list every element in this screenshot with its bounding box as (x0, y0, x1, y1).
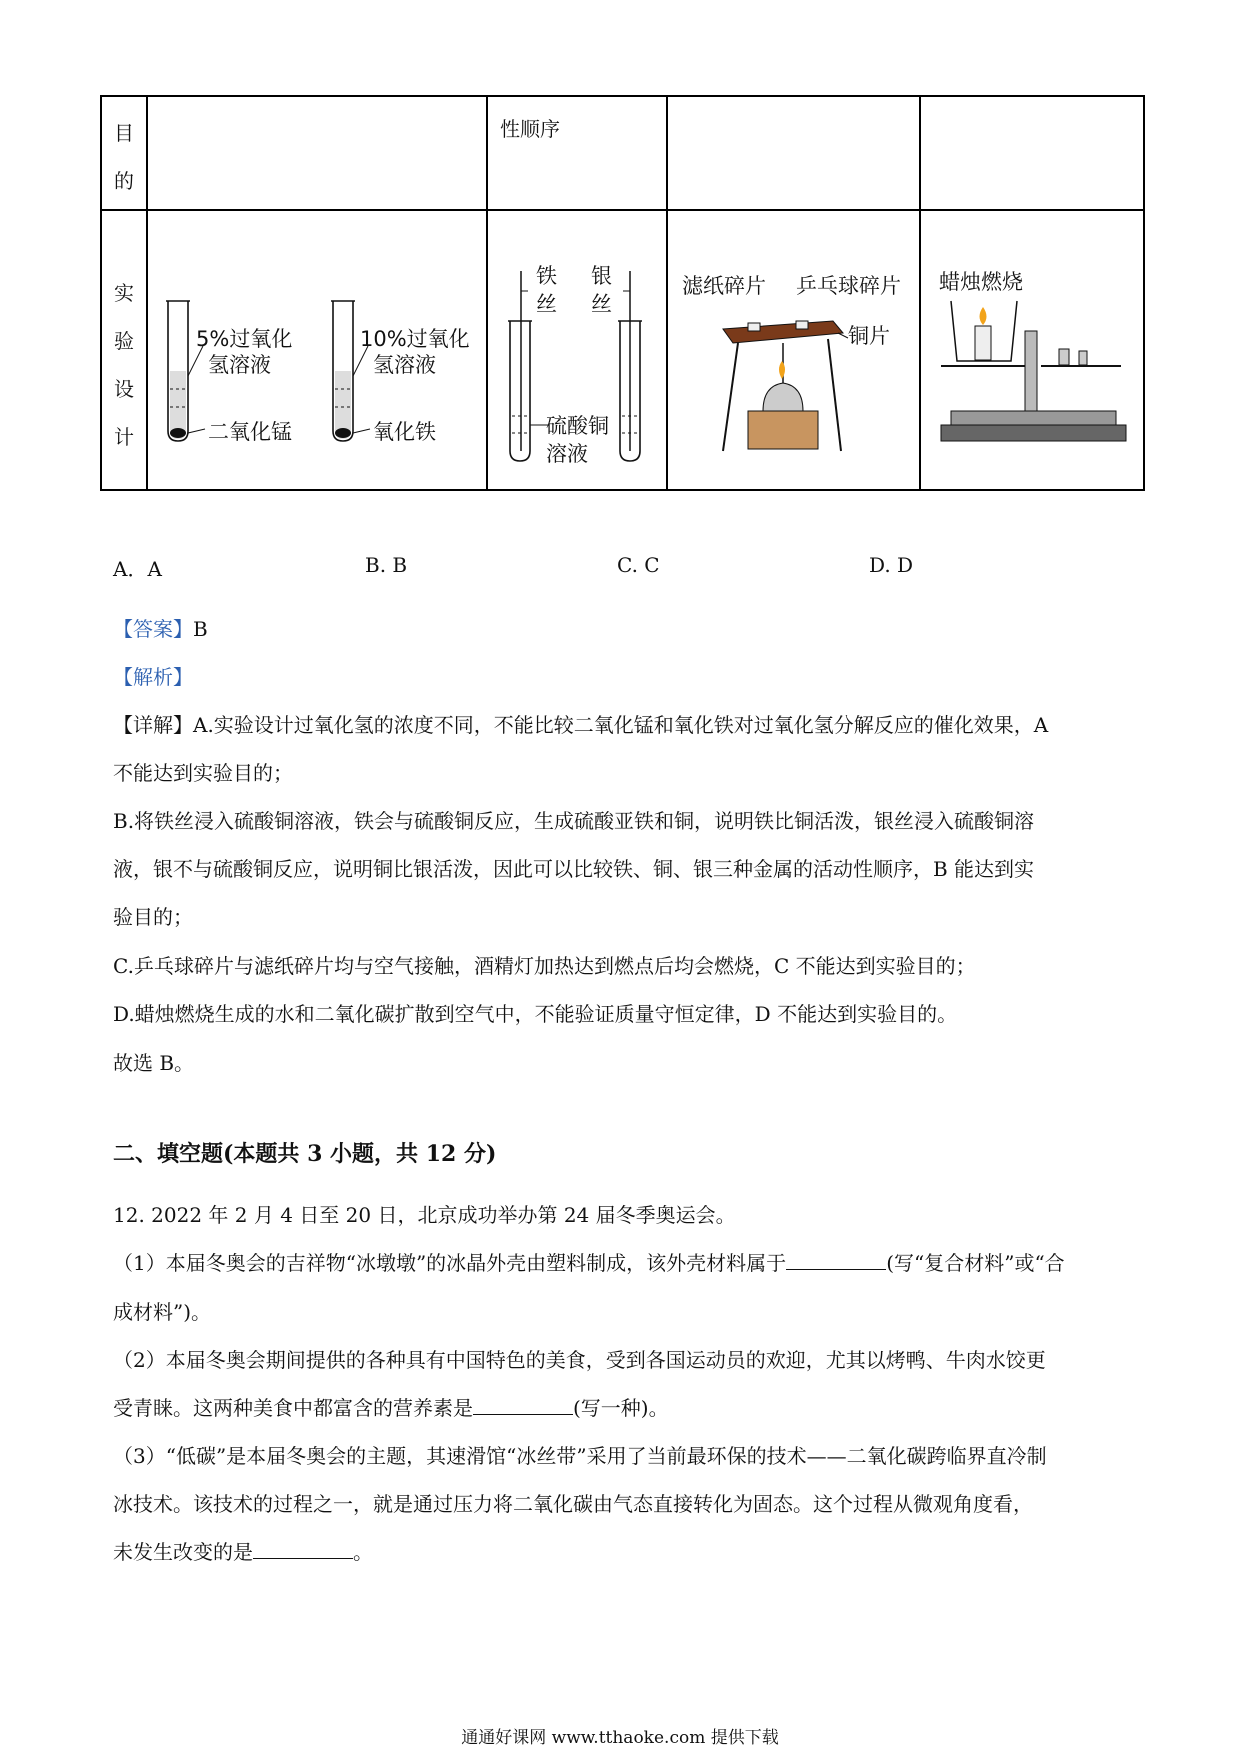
combustion-diagram (668, 211, 921, 489)
q12-part1-line1: （1）本届冬奥会的吉祥物“冰墩墩”的冰晶外壳由塑料制成，该外壳材料属于 (写“复合材料”或“合 (113, 1251, 1065, 1275)
q12-part1-line2: 成材料”)。 (113, 1300, 212, 1324)
design-cell-b (487, 210, 667, 490)
q12-part3-line1: （3）“低碳”是本届冬奥会的主题，其速滑馆“冰丝带”采用了当前最环保的技术——二氧化碳跨临界直冷制 (113, 1444, 1047, 1468)
candle-label: 蜡烛燃烧 (939, 270, 1023, 294)
q12-part2-line1: （2）本届冬奥会期间提供的各种具有中国特色的美食，受到各国运动员的欢迎，尤其以烤鸭、牛肉水饺更 (113, 1348, 1046, 1372)
silver-wire-label-1: 银 (591, 264, 612, 288)
page-footer: 通通好课网 www.tthaoke.com 提供下载 (461, 1728, 779, 1748)
design-cell-a (147, 210, 487, 490)
solution-label-2: 溶液 (546, 442, 588, 466)
detail-line-2: 不能达到实验目的； (113, 761, 293, 785)
detail-line-1: 【详解】A.实验设计过氧化氢的浓度不同，不能比较二氧化锰和氧化铁对过氧化氢分解反应的催化效果，A (113, 713, 1049, 737)
silver-wire-label-2: 丝 (591, 292, 612, 316)
design-row-header: 实 验 设 计 (101, 210, 147, 490)
filter-paper-label: 滤纸碎片 (682, 274, 766, 298)
tube2-label-line1: 10%过氧化 (360, 327, 470, 351)
answer-options (113, 553, 1113, 583)
q12-blank-3[interactable] (253, 1540, 353, 1559)
purpose-cell-a (147, 96, 487, 210)
q12-blank-1[interactable] (786, 1251, 886, 1270)
detail-line-4: 液，银不与硫酸铜反应，说明铜比银活泼，因此可以比较铁、铜、银三种金属的活动性顺序，B 能达到实 (113, 857, 1035, 881)
balance-base (941, 425, 1126, 441)
candle (975, 326, 991, 360)
option-a[interactable]: A．A (113, 557, 162, 581)
design-cell-c (667, 210, 920, 490)
detail-line-5: 验目的； (113, 905, 193, 929)
q12-part3-line2: 冰技术。该技术的过程之一，就是通过压力将二氧化碳由气态直接转化为固态。这个过程从微观角度看， (113, 1492, 1033, 1516)
detail-line-3: B.将铁丝浸入硫酸铜溶液，铁会与硫酸铜反应，生成硫酸亚铁和铜，说明铁比铜活泼，银丝浸入硫酸铜溶 (113, 809, 1035, 833)
q12-part2-line2: 受青睐。这两种美食中都富含的营养素是 (写一种)。 (113, 1396, 669, 1420)
catalyst-comparison-diagram (148, 211, 488, 489)
purpose-cell-b: 性顺序 (487, 96, 667, 210)
iron-wire-label-2: 丝 (536, 292, 557, 316)
answer-line: 【答案】B (113, 617, 208, 641)
q12-part3-line3: 未发生改变的是 。 (113, 1540, 373, 1564)
section-title: 二、填空题(本题共 3 小题，共 12 分) (113, 1141, 497, 1167)
purpose-row-header: 目 的 (101, 96, 147, 210)
flame-icon (779, 361, 785, 379)
candle-flame-icon (980, 307, 987, 325)
q12-stem: 12. 2022 年 2 月 4 日至 20 日，北京成功举办第 24 届冬季奥运会。 (113, 1203, 736, 1227)
detail-line-7: D.蜡烛燃烧生成的水和二氧化碳扩散到空气中，不能验证质量守恒定律，D 不能达到实验目的。 (113, 1002, 958, 1026)
design-cell-d (920, 210, 1144, 490)
detail-line-8: 故选 B。 (113, 1051, 195, 1075)
balance-column (1025, 331, 1037, 421)
copper-plate-label: 铜片 (848, 324, 890, 348)
tube1-solid-label: 二氧化锰 (208, 420, 292, 444)
balance-diagram (921, 211, 1145, 489)
q12-blank-2[interactable] (473, 1396, 573, 1415)
purpose-cell-c (667, 96, 920, 210)
detail-line-6: C.乒乓球碎片与滤纸碎片均与空气接触，酒精灯加热达到燃点后均会燃烧，C 不能达到实验目的； (113, 954, 976, 978)
tube2-solid-label: 氧化铁 (373, 420, 436, 444)
tube1-label-line1: 5%过氧化 (196, 327, 293, 351)
experiment-table (100, 95, 1145, 491)
tube1-label-line2: 氢溶液 (208, 353, 271, 377)
test-tube-left (510, 321, 530, 461)
pingpong-label: 乒乓球碎片 (796, 274, 901, 298)
tube2-label-line2: 氢溶液 (373, 353, 436, 377)
metal-activity-diagram (488, 211, 668, 489)
option-b[interactable]: B. B (365, 553, 408, 577)
option-c[interactable]: C. C (617, 553, 660, 577)
option-d[interactable]: D. D (869, 553, 914, 577)
wood-block (748, 411, 818, 449)
iron-wire-label-1: 铁 (536, 264, 557, 288)
copper-plate (723, 321, 843, 343)
alcohol-lamp (763, 383, 803, 411)
analysis-heading: 【解析】 (113, 665, 193, 689)
solution-label-1: 硫酸铜 (546, 414, 609, 438)
purpose-cell-d (920, 96, 1144, 210)
